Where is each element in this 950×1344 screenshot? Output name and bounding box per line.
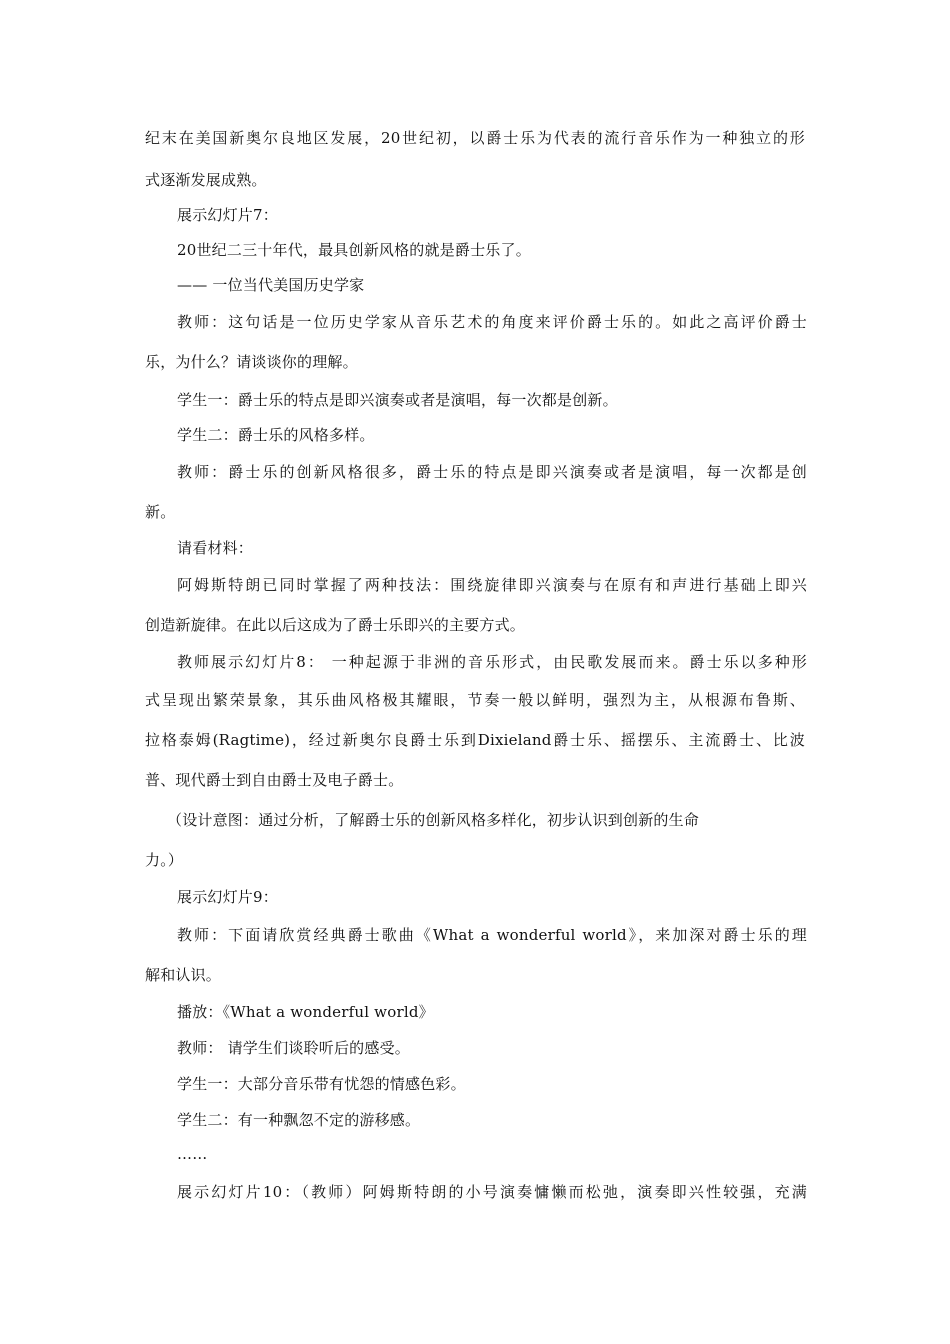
material-heading: 请看材料：: [177, 539, 254, 557]
paragraph-line: 式逐渐发展成熟。: [145, 171, 267, 189]
paragraph-line: 式呈现出繁荣景象，其乐曲风格极其耀眼，节奏一般以鲜明，强烈为主，从根源布鲁斯、: [145, 691, 805, 709]
paragraph-line: 教师：下面请欣赏经典爵士歌曲《What a wonderful world》，来加深对爵士乐的理: [177, 926, 807, 944]
paragraph-line: 普、现代爵士到自由爵士及电子爵士。: [145, 771, 404, 789]
slide-heading: 展示幻灯片7：: [177, 206, 278, 224]
paragraph-line: 阿姆斯特朗已同时掌握了两种技法：围绕旋律即兴演奏与在原有和声进行基础上即兴: [177, 576, 807, 594]
paragraph-line: 拉格泰姆(Ragtime)，经过新奥尔良爵士乐到Dixieland爵士乐、摇摆乐、主流爵士、比波: [145, 731, 805, 749]
design-intent-line: 力。）: [145, 851, 184, 869]
student-reply: 学生二：爵士乐的风格多样。: [177, 426, 375, 444]
playback-line: 播放：《What a wonderful world》: [177, 1003, 434, 1021]
paragraph-line: 解和认识。: [145, 966, 222, 984]
paragraph-line: 教师展示幻灯片8： 一种起源于非洲的音乐形式，由民歌发展而来。爵士乐以多种形: [177, 653, 807, 671]
student-reply: 学生一：大部分音乐带有忧怨的情感色彩。: [177, 1075, 466, 1093]
paragraph-line: 教师：这句话是一位历史学家从音乐艺术的角度来评价爵士乐的。如此之高评价爵士: [177, 313, 807, 331]
quote-attribution: —— 一位当代美国历史学家: [177, 276, 365, 294]
student-reply: 学生一：爵士乐的特点是即兴演奏或者是演唱，每一次都是创新。: [177, 391, 618, 409]
paragraph-line: 乐，为什么？请谈谈你的理解。: [145, 353, 358, 371]
paragraph-line: 展示幻灯片10：（教师）阿姆斯特朗的小号演奏慵懒而松弛，演奏即兴性较强，充满: [177, 1183, 807, 1201]
paragraph-line: 新。: [145, 503, 176, 521]
slide-heading: 展示幻灯片9：: [177, 888, 278, 906]
student-reply: 学生二：有一种飘忽不定的游移感。: [177, 1111, 421, 1129]
paragraph-line: 创造新旋律。在此以后这成为了爵士乐即兴的主要方式。: [145, 616, 526, 634]
design-intent-line: （设计意图：通过分析，了解爵士乐的创新风格多样化，初步认识到创新的生命: [167, 811, 700, 829]
ellipsis: ……: [177, 1145, 208, 1163]
paragraph-line: 纪末在美国新奥尔良地区发展，20世纪初，以爵士乐为代表的流行音乐作为一种独立的形: [145, 129, 805, 147]
quote-line: 20世纪二三十年代，最具创新风格的就是爵士乐了。: [177, 241, 531, 259]
paragraph-line: 教师：爵士乐的创新风格很多，爵士乐的特点是即兴演奏或者是演唱，每一次都是创: [177, 463, 807, 481]
teacher-line: 教师： 请学生们谈聆听后的感受。: [177, 1039, 410, 1057]
